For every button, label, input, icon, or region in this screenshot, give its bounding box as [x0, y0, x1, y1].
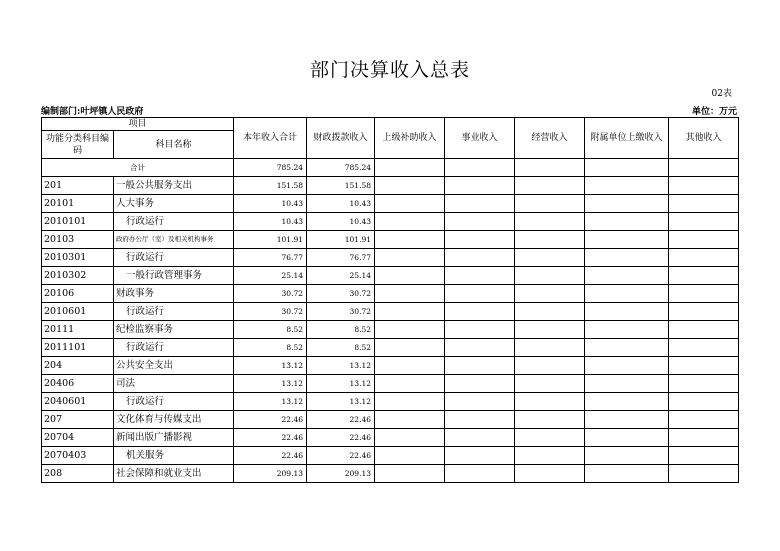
empty-cell [445, 195, 515, 213]
empty-cell [669, 339, 739, 357]
empty-cell [669, 285, 739, 303]
empty-cell [445, 267, 515, 285]
row-subject-name: 行政运行 [114, 339, 234, 357]
row-subject-name: 司法 [114, 375, 234, 393]
row-annual-total: 76.77 [234, 249, 307, 267]
empty-cell [515, 321, 585, 339]
empty-cell [669, 213, 739, 231]
row-subject-name: 行政运行 [114, 249, 234, 267]
table-row [42, 177, 739, 195]
row-subject-name: 行政运行 [114, 393, 234, 411]
row-fiscal-income: 22.46 [307, 447, 375, 465]
row-subject-name: 公共安全支出 [114, 357, 234, 375]
empty-cell [445, 213, 515, 231]
empty-cell [375, 303, 445, 321]
empty-cell [375, 231, 445, 249]
empty-cell [585, 267, 669, 285]
empty-cell [515, 357, 585, 375]
row-subject-name: 社会保障和就业支出 [114, 465, 234, 483]
empty-cell [585, 375, 669, 393]
row-code: 2010302 [42, 267, 114, 285]
empty-cell [669, 447, 739, 465]
table-code: 02表 [711, 89, 732, 99]
empty-cell [515, 393, 585, 411]
empty-cell [375, 159, 445, 177]
row-code: 20704 [42, 429, 114, 447]
empty-cell [585, 177, 669, 195]
empty-cell [515, 303, 585, 321]
empty-cell [669, 267, 739, 285]
row-code: 207 [42, 411, 114, 429]
empty-cell [669, 429, 739, 447]
empty-cell [515, 195, 585, 213]
empty-cell [375, 177, 445, 195]
empty-cell [585, 339, 669, 357]
table-row [42, 249, 739, 267]
row-annual-total: 209.13 [234, 465, 307, 483]
row-code: 2010601 [42, 303, 114, 321]
row-subject-name: 人大事务 [114, 195, 234, 213]
empty-cell [669, 177, 739, 195]
empty-cell [669, 249, 739, 267]
empty-cell [669, 159, 739, 177]
empty-cell [375, 393, 445, 411]
row-annual-total: 13.12 [234, 375, 307, 393]
row-fiscal-income: 22.46 [307, 429, 375, 447]
row-annual-total: 10.43 [234, 213, 307, 231]
empty-cell [515, 375, 585, 393]
header-other-income: 其他收入 [669, 118, 739, 159]
row-subject-name: 新闻出版广播影视 [114, 429, 234, 447]
total-row [42, 159, 739, 177]
row-code: 20111 [42, 321, 114, 339]
empty-cell [669, 303, 739, 321]
empty-cell [669, 321, 739, 339]
empty-cell [585, 429, 669, 447]
row-subject-name: 行政运行 [114, 213, 234, 231]
empty-cell [445, 465, 515, 483]
row-annual-total: 22.46 [234, 429, 307, 447]
row-fiscal-income: 101.91 [307, 231, 375, 249]
header-subject-name: 科目名称 [114, 131, 234, 159]
row-annual-total: 10.43 [234, 195, 307, 213]
empty-cell [445, 177, 515, 195]
empty-cell [669, 411, 739, 429]
row-subject-name: 行政运行 [114, 303, 234, 321]
empty-cell [445, 375, 515, 393]
table-row [42, 285, 739, 303]
empty-cell [585, 303, 669, 321]
row-annual-total: 101.91 [234, 231, 307, 249]
row-subject-name: 文化体育与传媒支出 [114, 411, 234, 429]
header-func-code: 功能分类科目编码 [42, 131, 114, 159]
empty-cell [585, 231, 669, 249]
empty-cell [375, 357, 445, 375]
empty-cell [669, 375, 739, 393]
empty-cell [445, 339, 515, 357]
empty-cell [375, 213, 445, 231]
row-code: 20406 [42, 375, 114, 393]
header-superior-subsidy: 上级补助收入 [375, 118, 445, 159]
empty-cell [375, 447, 445, 465]
empty-cell [585, 411, 669, 429]
row-fiscal-income: 209.13 [307, 465, 375, 483]
row-fiscal-income: 8.52 [307, 339, 375, 357]
empty-cell [515, 267, 585, 285]
table-row [42, 447, 739, 465]
empty-cell [515, 429, 585, 447]
row-annual-total: 151.58 [234, 177, 307, 195]
empty-cell [445, 429, 515, 447]
table-row [42, 267, 739, 285]
row-subject-name: 一般行政管理事务 [114, 267, 234, 285]
row-annual-total: 8.52 [234, 321, 307, 339]
row-fiscal-income: 30.72 [307, 303, 375, 321]
row-code: 2040601 [42, 393, 114, 411]
header-annual-total: 本年收入合计 [234, 118, 307, 159]
table-row [42, 321, 739, 339]
empty-cell [445, 159, 515, 177]
empty-cell [375, 465, 445, 483]
empty-cell [375, 375, 445, 393]
empty-cell [445, 249, 515, 267]
row-fiscal-income: 76.77 [307, 249, 375, 267]
empty-cell [669, 195, 739, 213]
empty-cell [585, 447, 669, 465]
empty-cell [445, 447, 515, 465]
row-code: 2011101 [42, 339, 114, 357]
empty-cell [375, 411, 445, 429]
row-fiscal-income: 151.58 [307, 177, 375, 195]
empty-cell [375, 285, 445, 303]
empty-cell [585, 213, 669, 231]
row-code: 208 [42, 465, 114, 483]
table-row [42, 465, 739, 483]
empty-cell [515, 177, 585, 195]
row-annual-total: 8.52 [234, 339, 307, 357]
empty-cell [669, 231, 739, 249]
empty-cell [515, 285, 585, 303]
unit-label: 单位：万元 [691, 107, 737, 117]
table-row [42, 375, 739, 393]
empty-cell [515, 231, 585, 249]
row-annual-total: 13.12 [234, 393, 307, 411]
header-operating-income: 经营收入 [515, 118, 585, 159]
row-code: 2010101 [42, 213, 114, 231]
empty-cell [445, 393, 515, 411]
row-fiscal-income: 13.12 [307, 375, 375, 393]
row-code: 201 [42, 177, 114, 195]
empty-cell [445, 303, 515, 321]
table-row [42, 195, 739, 213]
table-row [42, 429, 739, 447]
table-row [42, 411, 739, 429]
empty-cell [375, 195, 445, 213]
empty-cell [585, 195, 669, 213]
empty-cell [445, 321, 515, 339]
header-affiliated-income: 附属单位上缴收入 [585, 118, 669, 159]
row-code: 20101 [42, 195, 114, 213]
empty-cell [445, 285, 515, 303]
empty-cell [515, 465, 585, 483]
empty-cell [585, 465, 669, 483]
empty-cell [515, 447, 585, 465]
empty-cell [515, 159, 585, 177]
row-code: 20103 [42, 231, 114, 249]
header-fiscal-income: 财政拨款收入 [307, 118, 375, 159]
row-code: 20106 [42, 285, 114, 303]
empty-cell [445, 231, 515, 249]
total-fiscal: 785.24 [307, 159, 375, 177]
meta-row [41, 104, 737, 115]
empty-cell [375, 321, 445, 339]
empty-cell [375, 267, 445, 285]
header-item: 项目 [42, 118, 234, 131]
empty-cell [515, 249, 585, 267]
row-code: 204 [42, 357, 114, 375]
row-subject-name: 财政事务 [114, 285, 234, 303]
empty-cell [669, 465, 739, 483]
row-subject-name: 政府办公厅（室）及相关机构事务 [114, 231, 234, 249]
row-annual-total: 22.46 [234, 411, 307, 429]
row-fiscal-income: 13.12 [307, 393, 375, 411]
header-business-income: 事业收入 [445, 118, 515, 159]
empty-cell [585, 357, 669, 375]
dept-label: 编制部门:叶坪镇人民政府 [41, 107, 144, 117]
total-label: 合计 [42, 159, 234, 177]
row-annual-total: 22.46 [234, 447, 307, 465]
table-row [42, 357, 739, 375]
row-annual-total: 13.12 [234, 357, 307, 375]
table-row [42, 393, 739, 411]
row-fiscal-income: 30.72 [307, 285, 375, 303]
row-annual-total: 25.14 [234, 267, 307, 285]
empty-cell [445, 411, 515, 429]
empty-cell [375, 429, 445, 447]
row-subject-name: 一般公共服务支出 [114, 177, 234, 195]
empty-cell [375, 249, 445, 267]
row-fiscal-income: 10.43 [307, 195, 375, 213]
table-row [42, 339, 739, 357]
page-title: 部门决算收入总表 [309, 59, 470, 81]
row-code: 2010301 [42, 249, 114, 267]
table-row [42, 231, 739, 249]
row-fiscal-income: 25.14 [307, 267, 375, 285]
row-fiscal-income: 8.52 [307, 321, 375, 339]
empty-cell [515, 213, 585, 231]
row-fiscal-income: 22.46 [307, 411, 375, 429]
table-row [42, 213, 739, 231]
empty-cell [375, 339, 445, 357]
row-subject-name: 机关服务 [114, 447, 234, 465]
table-row [42, 303, 739, 321]
row-code: 2070403 [42, 447, 114, 465]
row-fiscal-income: 13.12 [307, 357, 375, 375]
empty-cell [585, 159, 669, 177]
empty-cell [445, 357, 515, 375]
row-annual-total: 30.72 [234, 303, 307, 321]
empty-cell [585, 249, 669, 267]
empty-cell [669, 357, 739, 375]
empty-cell [585, 393, 669, 411]
empty-cell [585, 285, 669, 303]
income-summary-table [41, 117, 739, 483]
row-subject-name: 纪检监察事务 [114, 321, 234, 339]
total-annual: 785.24 [234, 159, 307, 177]
row-fiscal-income: 10.43 [307, 213, 375, 231]
empty-cell [585, 321, 669, 339]
row-annual-total: 30.72 [234, 285, 307, 303]
empty-cell [515, 339, 585, 357]
empty-cell [669, 393, 739, 411]
empty-cell [515, 411, 585, 429]
